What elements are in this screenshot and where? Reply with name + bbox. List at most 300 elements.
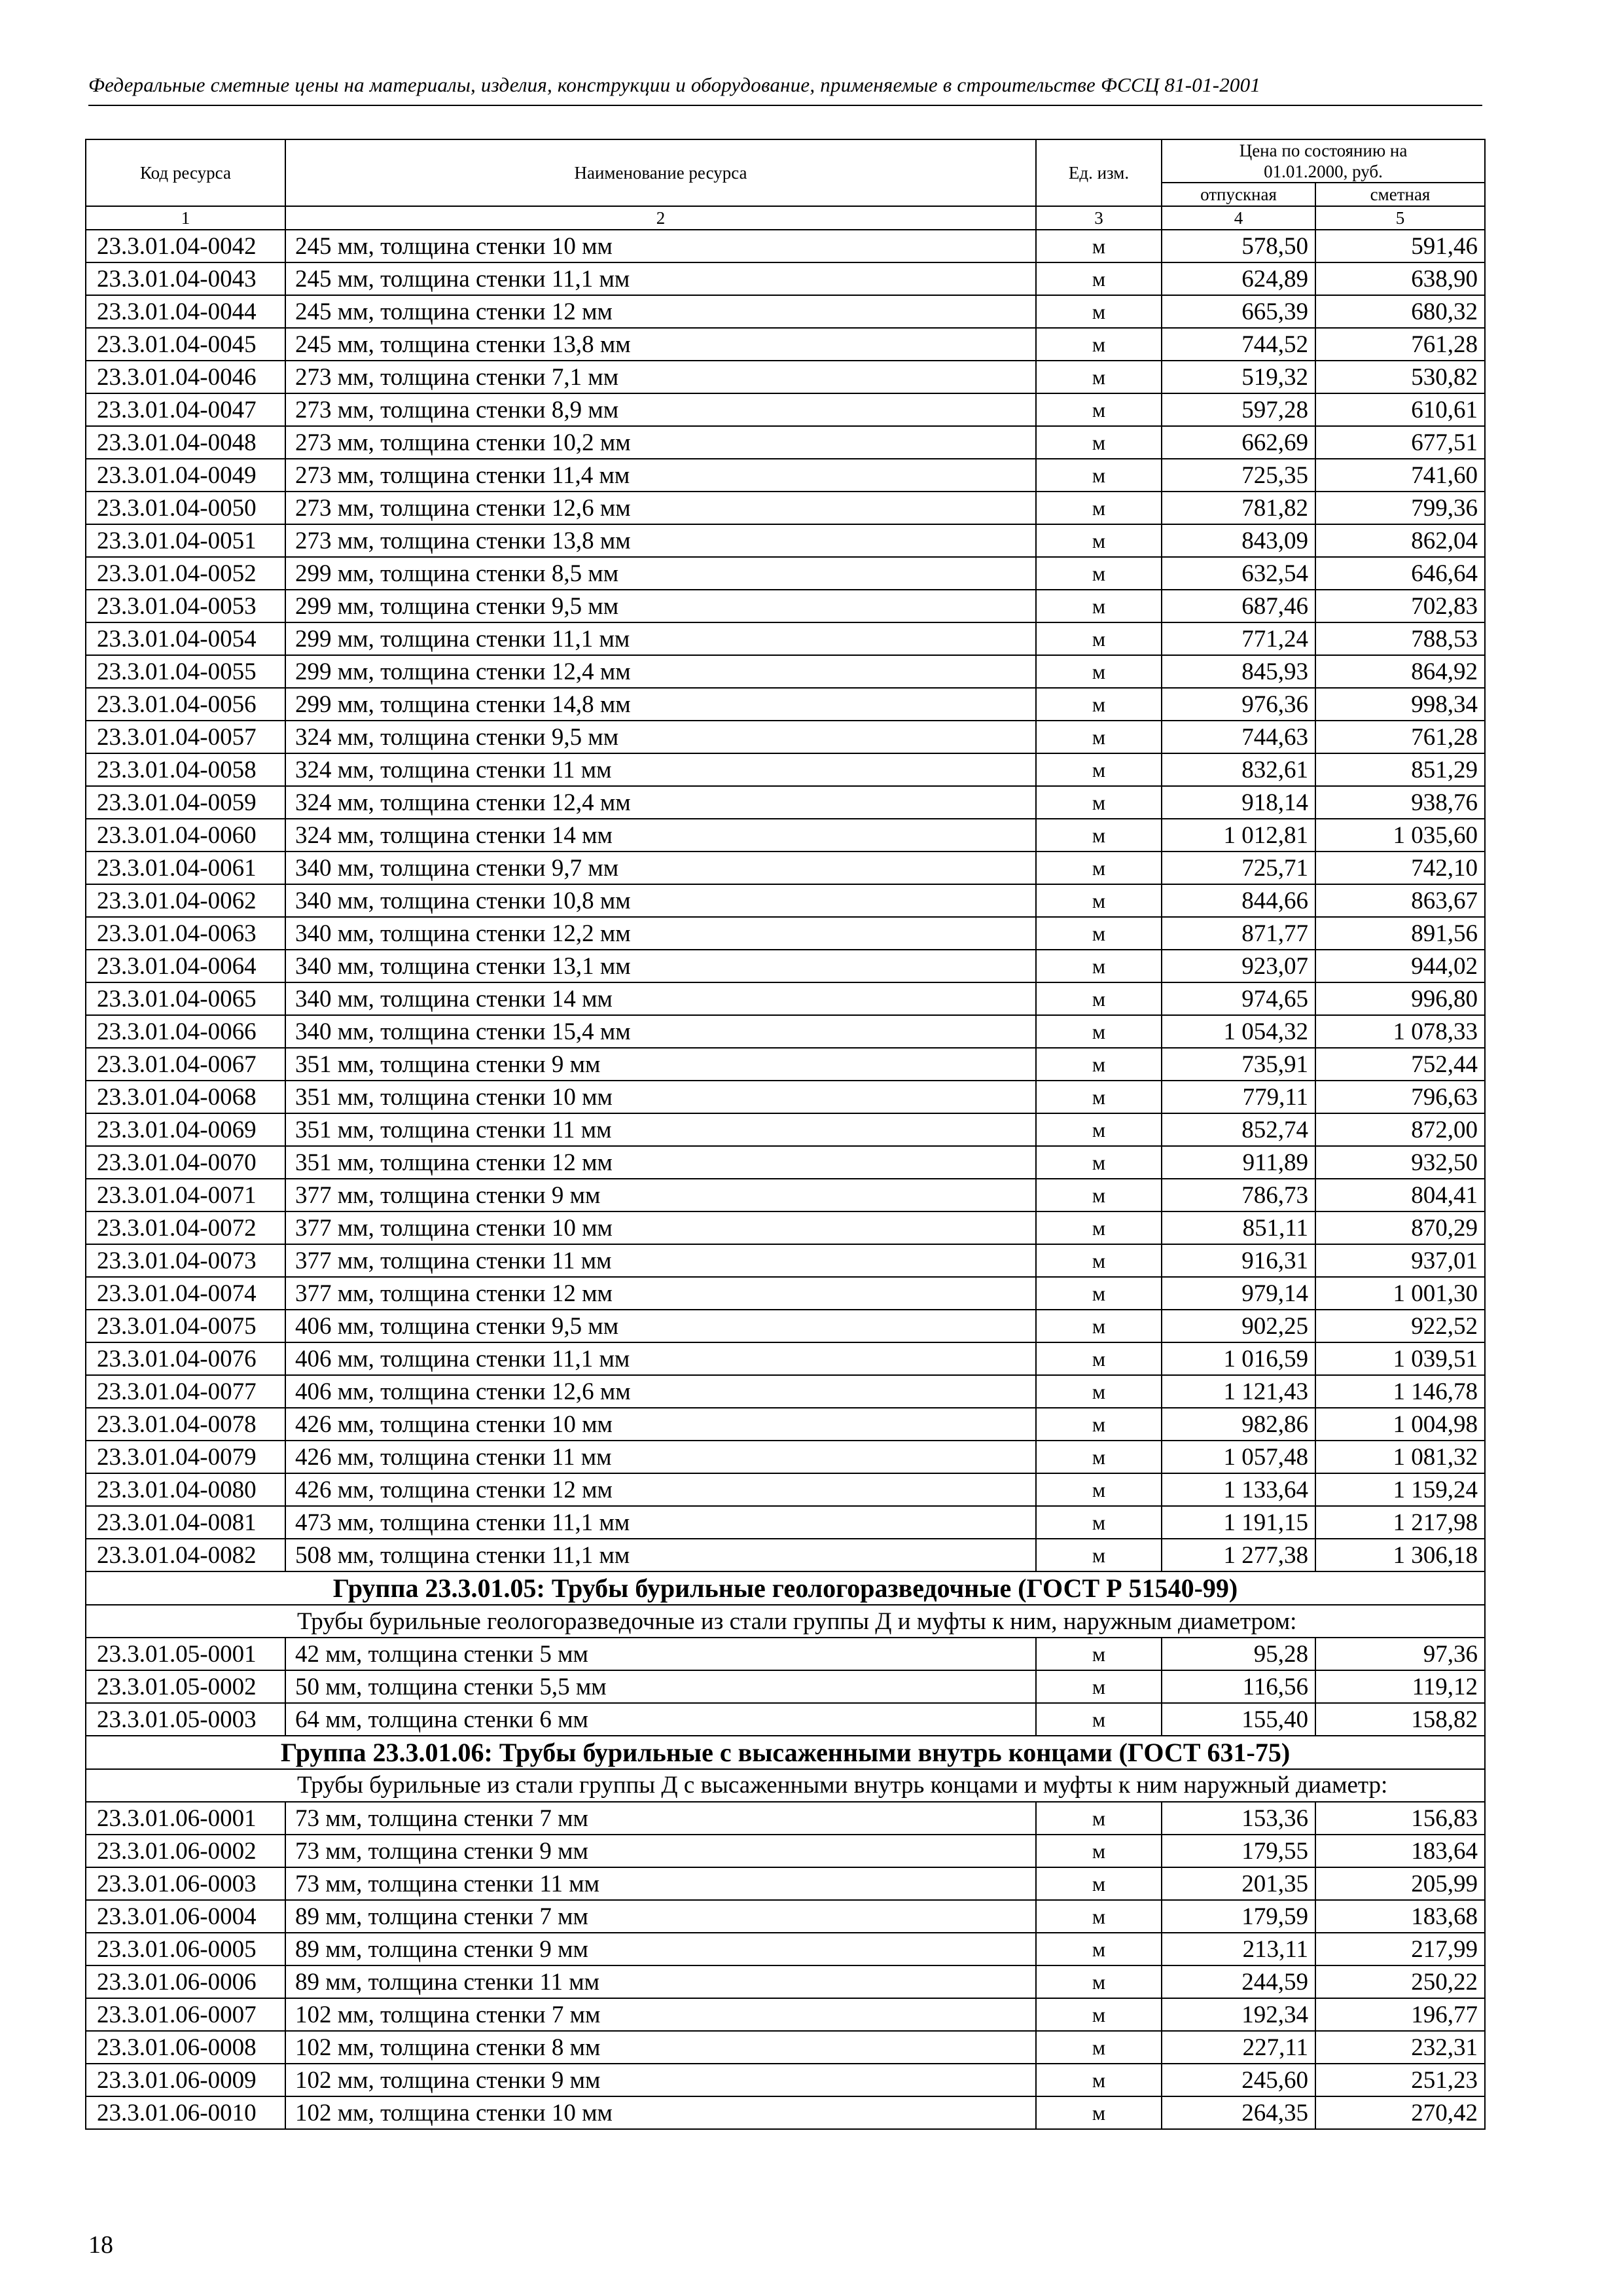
estimate-price: 702,83 (1315, 590, 1485, 622)
table-row (86, 2064, 1485, 2096)
resource-code: 23.3.01.04-0071 (86, 1179, 285, 1211)
resource-name: 426 мм, толщина стенки 10 мм (285, 1408, 1036, 1441)
resource-code: 23.3.01.04-0046 (86, 361, 285, 393)
resource-name: 245 мм, толщина стенки 11,1 мм (285, 262, 1036, 295)
estimate-price: 646,64 (1315, 557, 1485, 590)
unit: м (1036, 2031, 1162, 2064)
resource-name: 324 мм, толщина стенки 11 мм (285, 753, 1036, 786)
release-price: 192,34 (1162, 1998, 1315, 2031)
unit: м (1036, 492, 1162, 524)
resource-code: 23.3.01.04-0050 (86, 492, 285, 524)
estimate-price: 205,99 (1315, 1867, 1485, 1900)
table-row (86, 393, 1485, 426)
table-row (86, 622, 1485, 655)
resource-name: 42 мм, толщина стенки 5 мм (285, 1638, 1036, 1670)
release-price: 725,35 (1162, 459, 1315, 492)
release-price: 519,32 (1162, 361, 1315, 393)
unit: м (1036, 721, 1162, 753)
resource-name: 73 мм, толщина стенки 7 мм (285, 1802, 1036, 1835)
table-row (86, 1048, 1485, 1081)
resource-name: 377 мм, толщина стенки 9 мм (285, 1179, 1036, 1211)
unit: м (1036, 852, 1162, 884)
resource-code: 23.3.01.06-0007 (86, 1998, 285, 2031)
resource-name: 299 мм, толщина стенки 9,5 мм (285, 590, 1036, 622)
release-price: 744,63 (1162, 721, 1315, 753)
release-price: 902,25 (1162, 1310, 1315, 1342)
release-price: 744,52 (1162, 328, 1315, 361)
table-row (86, 426, 1485, 459)
resource-code: 23.3.01.04-0063 (86, 917, 285, 950)
release-price: 1 121,43 (1162, 1375, 1315, 1408)
table-row (86, 1244, 1485, 1277)
resource-name: 102 мм, толщина стенки 9 мм (285, 2064, 1036, 2096)
release-price: 911,89 (1162, 1146, 1315, 1179)
estimate-price: 270,42 (1315, 2096, 1485, 2129)
group-23-3-01-05-heading (86, 1571, 1485, 1638)
table-row (86, 230, 1485, 262)
header-estimate-price: сметная (1315, 183, 1485, 206)
resource-name: 340 мм, толщина стенки 13,1 мм (285, 950, 1036, 982)
estimate-price: 891,56 (1315, 917, 1485, 950)
table-row (86, 982, 1485, 1015)
release-price: 578,50 (1162, 230, 1315, 262)
resource-code: 23.3.01.04-0052 (86, 557, 285, 590)
estimate-price: 638,90 (1315, 262, 1485, 295)
unit: м (1036, 1211, 1162, 1244)
resource-code: 23.3.01.04-0081 (86, 1506, 285, 1539)
resource-code: 23.3.01.04-0077 (86, 1375, 285, 1408)
release-price: 851,11 (1162, 1211, 1315, 1244)
unit: м (1036, 1670, 1162, 1703)
estimate-price: 251,23 (1315, 2064, 1485, 2096)
estimate-price: 937,01 (1315, 1244, 1485, 1277)
release-price: 779,11 (1162, 1081, 1315, 1113)
release-price: 725,71 (1162, 852, 1315, 884)
estimate-price: 530,82 (1315, 361, 1485, 393)
estimate-price: 680,32 (1315, 295, 1485, 328)
resource-name: 340 мм, толщина стенки 15,4 мм (285, 1015, 1036, 1048)
table-row (86, 1835, 1485, 1867)
running-header: Федеральные сметные цены на материалы, изделия, конструкции и оборудование, применяемые в строительстве ФССЦ 81-01-2001 (88, 73, 1261, 96)
resource-code: 23.3.01.06-0003 (86, 1867, 285, 1900)
unit: м (1036, 950, 1162, 982)
unit: м (1036, 557, 1162, 590)
estimate-price: 796,63 (1315, 1081, 1485, 1113)
header-code: Код ресурса (86, 139, 285, 206)
resource-name: 273 мм, толщина стенки 10,2 мм (285, 426, 1036, 459)
table-row (86, 1015, 1485, 1048)
release-price: 916,31 (1162, 1244, 1315, 1277)
resource-code: 23.3.01.04-0062 (86, 884, 285, 917)
table-row (86, 1539, 1485, 1571)
table-row (86, 492, 1485, 524)
table-row (86, 917, 1485, 950)
resource-name: 102 мм, толщина стенки 10 мм (285, 2096, 1036, 2129)
release-price: 735,91 (1162, 1048, 1315, 1081)
unit: м (1036, 524, 1162, 557)
release-price: 597,28 (1162, 393, 1315, 426)
table-row (86, 1179, 1485, 1211)
table-row (86, 557, 1485, 590)
release-price: 976,36 (1162, 688, 1315, 721)
group-23-3-01-06-heading (86, 1736, 1485, 1802)
unit: м (1036, 1802, 1162, 1835)
resource-name: 340 мм, толщина стенки 10,8 мм (285, 884, 1036, 917)
rows-group-23-3-01-04 (86, 230, 1485, 1571)
estimate-price: 1 078,33 (1315, 1015, 1485, 1048)
estimate-price: 97,36 (1315, 1638, 1485, 1670)
estimate-price: 870,29 (1315, 1211, 1485, 1244)
resource-code: 23.3.01.04-0056 (86, 688, 285, 721)
estimate-price: 938,76 (1315, 786, 1485, 819)
table-row (86, 1081, 1485, 1113)
estimate-price: 156,83 (1315, 1802, 1485, 1835)
resource-code: 23.3.01.04-0061 (86, 852, 285, 884)
unit: м (1036, 884, 1162, 917)
resource-code: 23.3.01.04-0060 (86, 819, 285, 852)
table-row (86, 459, 1485, 492)
table-row (86, 688, 1485, 721)
resource-name: 50 мм, толщина стенки 5,5 мм (285, 1670, 1036, 1703)
resource-code: 23.3.01.04-0073 (86, 1244, 285, 1277)
table-row (86, 1703, 1485, 1736)
estimate-price: 250,22 (1315, 1965, 1485, 1998)
release-price: 1 016,59 (1162, 1342, 1315, 1375)
header-release-price: отпускная (1162, 183, 1315, 206)
resource-code: 23.3.01.04-0075 (86, 1310, 285, 1342)
unit: м (1036, 1998, 1162, 2031)
table-row (86, 753, 1485, 786)
unit: м (1036, 688, 1162, 721)
estimate-price: 119,12 (1315, 1670, 1485, 1703)
estimate-price: 863,67 (1315, 884, 1485, 917)
table-row (86, 1342, 1485, 1375)
unit: м (1036, 328, 1162, 361)
resource-code: 23.3.01.04-0043 (86, 262, 285, 295)
resource-name: 89 мм, толщина стенки 9 мм (285, 1933, 1036, 1965)
resource-name: 299 мм, толщина стенки 12,4 мм (285, 655, 1036, 688)
release-price: 974,65 (1162, 982, 1315, 1015)
unit: м (1036, 1342, 1162, 1375)
table-row (86, 2096, 1485, 2129)
table-row (86, 1802, 1485, 1835)
release-price: 918,14 (1162, 786, 1315, 819)
estimate-price: 922,52 (1315, 1310, 1485, 1342)
resource-code: 23.3.01.06-0009 (86, 2064, 285, 2096)
estimate-price: 1 159,24 (1315, 1473, 1485, 1506)
table-row (86, 262, 1485, 295)
resource-code: 23.3.01.04-0058 (86, 753, 285, 786)
release-price: 227,11 (1162, 2031, 1315, 2064)
unit: м (1036, 1015, 1162, 1048)
release-price: 786,73 (1162, 1179, 1315, 1211)
unit: м (1036, 1933, 1162, 1965)
unit: м (1036, 819, 1162, 852)
release-price: 832,61 (1162, 753, 1315, 786)
estimate-price: 183,68 (1315, 1900, 1485, 1933)
unit: м (1036, 1179, 1162, 1211)
table-row (86, 852, 1485, 884)
resource-code: 23.3.01.06-0010 (86, 2096, 285, 2129)
estimate-price: 752,44 (1315, 1048, 1485, 1081)
estimate-price: 862,04 (1315, 524, 1485, 557)
resource-name: 273 мм, толщина стенки 12,6 мм (285, 492, 1036, 524)
resource-code: 23.3.01.04-0070 (86, 1146, 285, 1179)
resource-name: 340 мм, толщина стенки 9,7 мм (285, 852, 1036, 884)
resource-name: 299 мм, толщина стенки 11,1 мм (285, 622, 1036, 655)
resource-code: 23.3.01.05-0003 (86, 1703, 285, 1736)
release-price: 771,24 (1162, 622, 1315, 655)
unit: м (1036, 1081, 1162, 1113)
table-row (86, 524, 1485, 557)
estimate-price: 1 039,51 (1315, 1342, 1485, 1375)
release-price: 687,46 (1162, 590, 1315, 622)
estimate-price: 196,77 (1315, 1998, 1485, 2031)
resource-name: 351 мм, толщина стенки 12 мм (285, 1146, 1036, 1179)
estimate-price: 864,92 (1315, 655, 1485, 688)
group-description: Трубы бурильные геологоразведочные из стали группы Д и муфты к ним, наружным диаметром: (86, 1605, 1485, 1638)
group-description-row (86, 1605, 1485, 1638)
estimate-price: 872,00 (1315, 1113, 1485, 1146)
release-price: 632,54 (1162, 557, 1315, 590)
resource-code: 23.3.01.04-0079 (86, 1441, 285, 1473)
release-price: 845,93 (1162, 655, 1315, 688)
column-number: 3 (1036, 206, 1162, 230)
table-row (86, 1408, 1485, 1441)
resource-code: 23.3.01.06-0002 (86, 1835, 285, 1867)
resource-code: 23.3.01.04-0059 (86, 786, 285, 819)
table-header-row (86, 139, 1485, 183)
group-description-row (86, 1769, 1485, 1802)
resource-code: 23.3.01.04-0067 (86, 1048, 285, 1081)
table-row (86, 590, 1485, 622)
resource-name: 473 мм, толщина стенки 11,1 мм (285, 1506, 1036, 1539)
estimate-price: 932,50 (1315, 1146, 1485, 1179)
unit: м (1036, 1835, 1162, 1867)
resource-code: 23.3.01.06-0001 (86, 1802, 285, 1835)
unit: м (1036, 1408, 1162, 1441)
estimate-price: 1 306,18 (1315, 1539, 1485, 1571)
resource-code: 23.3.01.04-0045 (86, 328, 285, 361)
table-row (86, 1933, 1485, 1965)
rows-group-23-3-01-06 (86, 1802, 1485, 2129)
unit: м (1036, 1506, 1162, 1539)
resource-code: 23.3.01.06-0008 (86, 2031, 285, 2064)
resource-code: 23.3.01.04-0076 (86, 1342, 285, 1375)
release-price: 201,35 (1162, 1867, 1315, 1900)
header-unit: Ед. изм. (1036, 139, 1162, 206)
resource-name: 340 мм, толщина стенки 14 мм (285, 982, 1036, 1015)
release-price: 245,60 (1162, 2064, 1315, 2096)
resource-code: 23.3.01.04-0066 (86, 1015, 285, 1048)
table-row (86, 950, 1485, 982)
table-row (86, 295, 1485, 328)
release-price: 213,11 (1162, 1933, 1315, 1965)
group-title-row (86, 1736, 1485, 1769)
table-row (86, 1506, 1485, 1539)
column-number: 5 (1315, 206, 1485, 230)
unit: м (1036, 1146, 1162, 1179)
unit: м (1036, 655, 1162, 688)
unit: м (1036, 590, 1162, 622)
release-price: 1 054,32 (1162, 1015, 1315, 1048)
release-price: 1 191,15 (1162, 1506, 1315, 1539)
table-row (86, 1113, 1485, 1146)
estimate-price: 1 035,60 (1315, 819, 1485, 852)
release-price: 179,55 (1162, 1835, 1315, 1867)
resource-name: 426 мм, толщина стенки 11 мм (285, 1441, 1036, 1473)
estimate-price: 232,31 (1315, 2031, 1485, 2064)
unit: м (1036, 1900, 1162, 1933)
resource-code: 23.3.01.04-0048 (86, 426, 285, 459)
resource-name: 377 мм, толщина стенки 12 мм (285, 1277, 1036, 1310)
release-price: 662,69 (1162, 426, 1315, 459)
unit: м (1036, 622, 1162, 655)
resource-code: 23.3.01.04-0064 (86, 950, 285, 982)
resource-code: 23.3.01.04-0054 (86, 622, 285, 655)
group-title-row (86, 1571, 1485, 1605)
table-row (86, 1310, 1485, 1342)
column-numbers-row (86, 206, 1485, 230)
unit: м (1036, 786, 1162, 819)
estimate-price: 1 146,78 (1315, 1375, 1485, 1408)
unit: м (1036, 1113, 1162, 1146)
table-row (86, 655, 1485, 688)
resource-code: 23.3.01.05-0001 (86, 1638, 285, 1670)
release-price: 116,56 (1162, 1670, 1315, 1703)
resource-name: 273 мм, толщина стенки 11,4 мм (285, 459, 1036, 492)
resource-name: 273 мм, толщина стенки 8,9 мм (285, 393, 1036, 426)
table-row (86, 1375, 1485, 1408)
resource-name: 73 мм, толщина стенки 11 мм (285, 1867, 1036, 1900)
unit: м (1036, 1539, 1162, 1571)
rows-group-23-3-01-05 (86, 1638, 1485, 1736)
resource-name: 324 мм, толщина стенки 9,5 мм (285, 721, 1036, 753)
estimate-price: 944,02 (1315, 950, 1485, 982)
table-row (86, 1998, 1485, 2031)
resource-name: 299 мм, толщина стенки 14,8 мм (285, 688, 1036, 721)
unit: м (1036, 459, 1162, 492)
unit: м (1036, 917, 1162, 950)
unit: м (1036, 1310, 1162, 1342)
unit: м (1036, 1277, 1162, 1310)
release-price: 982,86 (1162, 1408, 1315, 1441)
estimate-price: 788,53 (1315, 622, 1485, 655)
release-price: 624,89 (1162, 262, 1315, 295)
unit: м (1036, 295, 1162, 328)
estimate-price: 1 217,98 (1315, 1506, 1485, 1539)
resource-name: 377 мм, толщина стенки 11 мм (285, 1244, 1036, 1277)
resource-code: 23.3.01.04-0078 (86, 1408, 285, 1441)
group-description: Трубы бурильные из стали группы Д с высаженными внутрь концами и муфты к ним наружный диаметр: (86, 1769, 1485, 1802)
group-title: Группа 23.3.01.05: Трубы бурильные геологоразведочные (ГОСТ Р 51540-99) (86, 1571, 1485, 1605)
resource-name: 406 мм, толщина стенки 9,5 мм (285, 1310, 1036, 1342)
resource-code: 23.3.01.06-0004 (86, 1900, 285, 1933)
release-price: 244,59 (1162, 1965, 1315, 1998)
release-price: 1 057,48 (1162, 1441, 1315, 1473)
resource-name: 89 мм, толщина стенки 7 мм (285, 1900, 1036, 1933)
unit: м (1036, 426, 1162, 459)
resource-name: 351 мм, толщина стенки 11 мм (285, 1113, 1036, 1146)
estimate-price: 742,10 (1315, 852, 1485, 884)
release-price: 665,39 (1162, 295, 1315, 328)
resource-name: 377 мм, толщина стенки 10 мм (285, 1211, 1036, 1244)
resource-code: 23.3.01.04-0074 (86, 1277, 285, 1310)
unit: м (1036, 393, 1162, 426)
resource-code: 23.3.01.04-0049 (86, 459, 285, 492)
estimate-price: 591,46 (1315, 230, 1485, 262)
resource-code: 23.3.01.04-0051 (86, 524, 285, 557)
release-price: 155,40 (1162, 1703, 1315, 1736)
resource-code: 23.3.01.04-0042 (86, 230, 285, 262)
resource-name: 406 мм, толщина стенки 12,6 мм (285, 1375, 1036, 1408)
table-row (86, 721, 1485, 753)
estimate-price: 677,51 (1315, 426, 1485, 459)
resource-name: 299 мм, толщина стенки 8,5 мм (285, 557, 1036, 590)
resource-code: 23.3.01.06-0005 (86, 1933, 285, 1965)
unit: м (1036, 982, 1162, 1015)
resource-name: 64 мм, толщина стенки 6 мм (285, 1703, 1036, 1736)
estimate-price: 799,36 (1315, 492, 1485, 524)
resource-code: 23.3.01.04-0082 (86, 1539, 285, 1571)
resource-code: 23.3.01.04-0047 (86, 393, 285, 426)
column-number: 1 (86, 206, 285, 230)
column-number: 4 (1162, 206, 1315, 230)
unit: м (1036, 753, 1162, 786)
estimate-price: 851,29 (1315, 753, 1485, 786)
release-price: 979,14 (1162, 1277, 1315, 1310)
table-row (86, 1670, 1485, 1703)
column-number: 2 (285, 206, 1036, 230)
unit: м (1036, 361, 1162, 393)
release-price: 871,77 (1162, 917, 1315, 950)
table-row (86, 786, 1485, 819)
unit: м (1036, 1244, 1162, 1277)
estimate-price: 217,99 (1315, 1933, 1485, 1965)
resource-code: 23.3.01.04-0072 (86, 1211, 285, 1244)
resource-name: 102 мм, толщина стенки 7 мм (285, 1998, 1036, 2031)
header-name: Наименование ресурса (285, 139, 1036, 206)
resource-code: 23.3.01.04-0065 (86, 982, 285, 1015)
resource-code: 23.3.01.04-0053 (86, 590, 285, 622)
estimate-price: 741,60 (1315, 459, 1485, 492)
resource-name: 102 мм, толщина стенки 8 мм (285, 2031, 1036, 2064)
estimate-price: 183,64 (1315, 1835, 1485, 1867)
resource-name: 273 мм, толщина стенки 7,1 мм (285, 361, 1036, 393)
resource-name: 245 мм, толщина стенки 13,8 мм (285, 328, 1036, 361)
release-price: 781,82 (1162, 492, 1315, 524)
estimate-price: 761,28 (1315, 721, 1485, 753)
unit: м (1036, 2064, 1162, 2096)
resource-name: 406 мм, толщина стенки 11,1 мм (285, 1342, 1036, 1375)
estimate-price: 996,80 (1315, 982, 1485, 1015)
unit: м (1036, 1638, 1162, 1670)
estimate-price: 158,82 (1315, 1703, 1485, 1736)
unit: м (1036, 262, 1162, 295)
table-row (86, 1146, 1485, 1179)
table-row (86, 1965, 1485, 1998)
release-price: 1 277,38 (1162, 1539, 1315, 1571)
resource-name: 324 мм, толщина стенки 12,4 мм (285, 786, 1036, 819)
release-price: 95,28 (1162, 1638, 1315, 1670)
estimate-price: 761,28 (1315, 328, 1485, 361)
header-price: Цена по состоянию на 01.01.2000, руб. (1162, 139, 1485, 183)
resource-code: 23.3.01.04-0044 (86, 295, 285, 328)
release-price: 843,09 (1162, 524, 1315, 557)
estimate-price: 1 004,98 (1315, 1408, 1485, 1441)
table-row (86, 361, 1485, 393)
resource-name: 273 мм, толщина стенки 13,8 мм (285, 524, 1036, 557)
